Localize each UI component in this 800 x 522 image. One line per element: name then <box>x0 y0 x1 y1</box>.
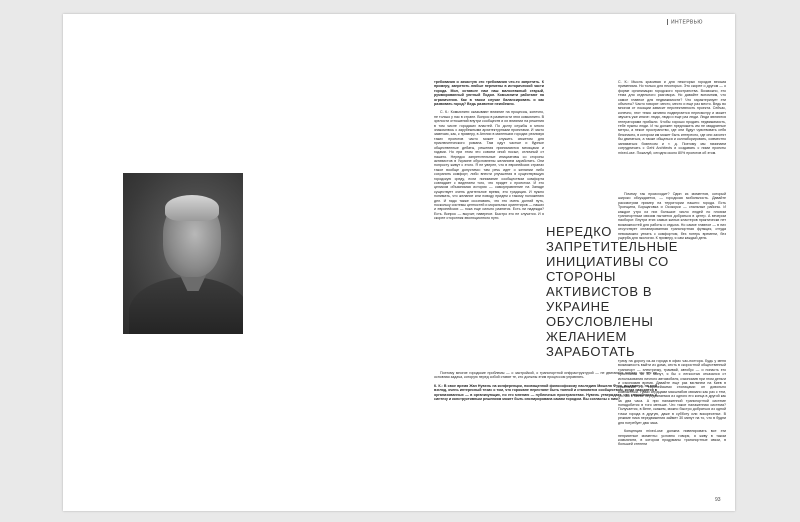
article-column-left <box>434 80 544 225</box>
question-text: требования и зачастую это требования что-то запретить. К примеру, запретить любые перемены в исторической части города. Мол, оставьте нам наш малоэтажный старый, руммированный уютный Подол. Комьюнити работают на ограничения. Как в таком случае балансировать и как развивать город? Ведь развитие неизбежно. <box>434 80 544 107</box>
article-column-right <box>618 80 726 159</box>
pull-quote: НЕРЕДКО ЗАПРЕТИТЕЛЬНЫЕ ИНИЦИАТИВЫ СО СТОРОНЫ АКТИВИСТОВ В УКРАИНЕ ОБУСЛОВЛЕНЫ ЖЕЛАНИЕМ ЗАРАБОТАТЬ <box>546 224 678 359</box>
answer-text: Почему так происходит? Один из моментов, который широко обсуждается, — городская мобильность. Давайте рассмотрим пример на территории нашего города. Есть Троещина, Борщаговка и Осокорки — спальные районы. И каждое утро из них большое число людей по плохим транспортным связям пытается добраться в центр. А вечером наоборот. Внутри этих самых жилых кластеров практически нет возможностей для работы и отдыха. Но самое главное — в них отсутствует спланированная транспортная функция, отгуда невозможно уехать с комфортом, без потерь времени, без ущерба для экологии. К примеру, я сам каждый день <box>618 192 726 241</box>
magazine-spread <box>63 14 735 511</box>
answer-text: трачу на дорогу из-за города в офис час-полтора. Будь у меня возможность выйти из дома, сесть в скоростной общественный транспорт — электричку, трамвай, автобус — и попасть его простояния за 30 минут, я бы с легкостью отказался от использования личного автомобиля, сэкономив при этом деньги и сэкономив время. Давайте еще раз взглянем на Киев в сравнении с европейскими столицами: он довольно компактный. Наши сердцами масштабов связано как раз с тем, что мы в Киеве передвигаемся из одного его конца в другой как за два часа. А при налаженной транспортной системе понадобится в того меньше. Что такое налаженная система? Получается, в Вене, скажем, можно быстро добраться из одной точки города в другую, даже в субботу или воскресенье. В режиме пика передвижения займет 30 минут на то, что в будни дня потребует два часа. <box>618 359 726 425</box>
page-number: 93 <box>715 497 721 503</box>
portrait-photo <box>123 173 243 334</box>
article-column-right-lower <box>618 359 726 451</box>
answer-text: Концепция mixed-use должна нивелировать все эти неприятные моменты: условно говоря, я живу в таком комьюнити, в котором продуманы транспортные связи, в большей степени <box>618 429 726 447</box>
answer-text: С. К.: Мысль красивая и для некоторых городов весьма применима. Но только для некоторых. Это скорее о другом — о форме организации городского пространства. Возможно, это тема для отдельного разговора. Но давайте вспомним, что самое главное для недвижимости? Что характеризует эти объекты? Часто говорят: место, место и еще раз место. Ведь во многом от локации зависит перспективность проекта. Сейчас, конечно, этот тезис активно подвергается пересмотру и может звучать уже иначе: люди, люди и еще раз люди. Люди являются генераторами прибыли. Чтобы хорошо продать недвижимость, тебе нужны люди. И ты должен предложить им не квадратные метры, а некое пространство, где они будут чувствовать себя безопасно, в котором им может быть интересно, где они захотят бы двигаться, а также общаться и коллаборировать, совместно заниматься бизнесом и т. д. Поэтому мы начинаем сотрудничать с Gehl Architects и создавать с ними проекты mixed-use. Пожалуй, сегодня около 80% проектов об этом. <box>618 80 726 155</box>
photo-hair <box>165 195 219 221</box>
header-divider <box>667 19 668 25</box>
answer-text: Поэтому многие городские проблемы — о застройкой, о транспортной инфраструктурой — не двигаются потому, что это не основная задача, которую перед собой ставят те, кто должны этим процессом управлять. <box>434 371 657 380</box>
answer-text: С. К.: Комьюнити оказывают влияние на процессы, конечно, не только у нас в стране. Вопрос в развитости этих комьюнити. В зрелости отношений внутри сообществ и их влиянии на решения в том числе городских властей. По долгу службы я много знакомлюсь с зарубежными архитектурными проектами. И часто замечаю, как, к примеру, в Англии в маленьких городах реализуя таких проектов часто может служить сюжетом для приключенческого романа. Там идут частые и бурные общественные дебаты, решения принимаются месяцами и годами. Но при этом это совсем иной посыл, отличный от нашего. Нередко запретительные инициативы со стороны активистов в Украине обусловлены желанием заработать. Они попросту живут с этого. Я не уверен, что в европейских странах такое вообще допустимо: там речь идет о желании либо сохранить комфорт, либо внести улучшения в существующую городскую среду, если понимание сообществом комфорта совпадает с видением того, что придет с проектом. И это целиком объяснимая история — самоуправление на Западе существует очень длительное время, это традиция. И нужно понимать, что желание или поводу придем к такому положению дел. И надо также осознавать, что это очень долгий путь, поскольку системы ценностей и моральных ориентиров — наших и европейских — пока еще сильно разнятся. Есть ли надежда? Есть. Вопрос — выучит, наверное. Быстро это не случится. И я скорее сторонник эволюционного пути. <box>434 110 544 221</box>
question-text: К. К.: В свое время Жан Нувель на конференции, посвященной философскому наследию Мишеля Фуко, выдвинул, на мой взгляд, очень интересный тезис о том, что горожане перестают быть толпой и становятся сообществом, когда находятся в организованных — в организующих, но его мнению — публичных пространствах. Нувель утверждает, что способность к синтезу и конструктивным решениям может быть инспирирована самим городом. Вы согласны с ним? <box>434 383 657 402</box>
article-column-right-middle <box>618 192 726 244</box>
section-label: ИНТЕРВЬЮ <box>671 19 703 26</box>
section-header <box>667 19 703 25</box>
